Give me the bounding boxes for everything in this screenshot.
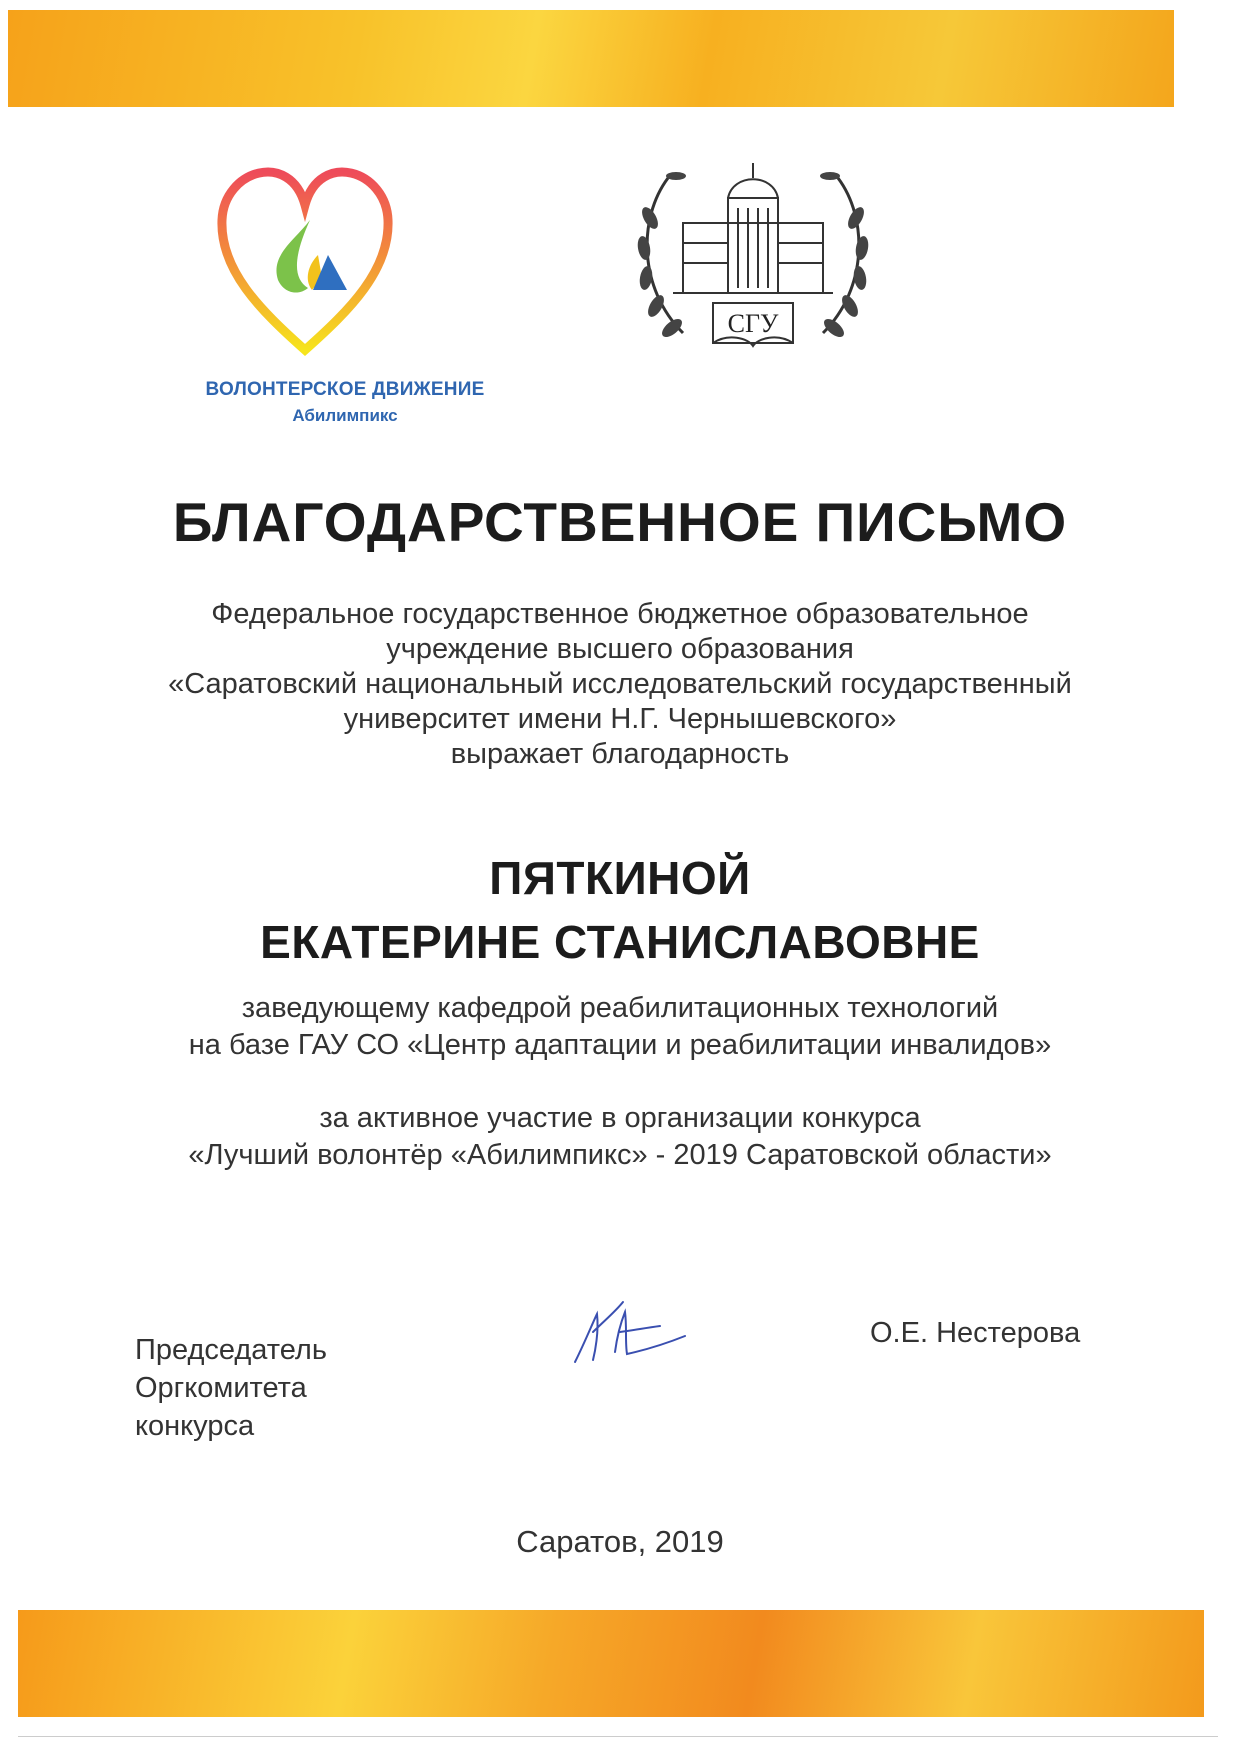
org-line: выражает благодарность — [450, 738, 790, 770]
volunteer-logo-title: ВОЛОНТЕРСКОЕ ДВИЖЕНИЕ — [205, 379, 485, 400]
recipient-given-names: ЕКАТЕРИНЕ СТАНИСЛАВОВНЕ — [260, 916, 980, 968]
signatory-role — [135, 1331, 435, 1445]
org-line: Федеральное государственное бюджетное образовательное — [211, 598, 1029, 630]
position-line: заведующему кафедрой реабилитационных технологий — [241, 992, 999, 1024]
recipient-surname: ПЯТКИНОЙ — [489, 852, 751, 904]
role-line: конкурса — [135, 1410, 255, 1442]
org-line: учреждение высшего образования — [386, 633, 854, 665]
gratitude-reason — [40, 1100, 1200, 1174]
recipient-name — [40, 846, 1200, 974]
bottom-edge-line — [18, 1736, 1218, 1737]
position-line: на базе ГАУ СО «Центр адаптации и реабилитации инвалидов» — [188, 1029, 1052, 1061]
signatory-name: О.Е. Нестерова — [870, 1317, 1081, 1349]
place-and-year: Саратов, 2019 — [516, 1524, 724, 1559]
issuing-organization — [40, 597, 1200, 772]
handwritten-signature — [565, 1292, 695, 1372]
role-line: Председатель — [135, 1334, 327, 1366]
org-line: университет имени Н.Г. Чернышевского» — [343, 703, 897, 735]
org-line: «Саратовский национальный исследовательский государственный — [168, 668, 1072, 700]
reason-line: за активное участие в организации конкурса — [319, 1102, 921, 1134]
sgu-emblem-text: СГУ — [727, 309, 779, 338]
bottom-decorative-band — [18, 1610, 1204, 1717]
volunteer-logo-subtitle: Абилимпикс — [292, 406, 398, 425]
top-decorative-band — [8, 10, 1174, 107]
reason-line: «Лучший волонтёр «Абилимпикс» - 2019 Саратовской области» — [188, 1139, 1052, 1171]
recipient-position — [40, 990, 1200, 1064]
role-line: Оргкомитета — [135, 1372, 307, 1404]
sgu-university-emblem — [628, 148, 878, 378]
document-title: БЛАГОДАРСТВЕННОЕ ПИСЬМО — [172, 491, 1068, 553]
